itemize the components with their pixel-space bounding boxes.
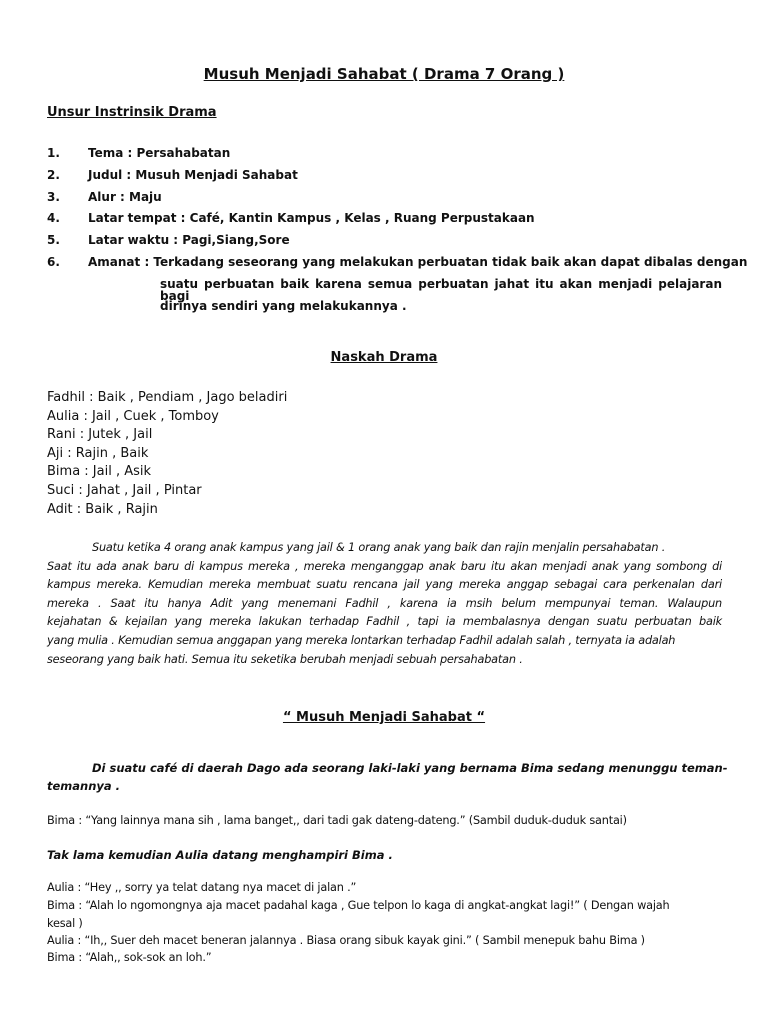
synopsis-line: Saat itu ada anak baru di kampus mereka , mereka menganggap anak baru itu akan menjadi anak yang sombong di xyxy=(47,559,722,573)
list-number: 3. xyxy=(47,190,60,204)
character-entry: Fadhil : Baik , Pendiam , Jago beladiri xyxy=(47,390,288,405)
scene-heading: “ Musuh Menjadi Sahabat “ xyxy=(282,710,486,725)
list-number: 4. xyxy=(47,211,60,225)
list-item-text: Alur : Maju xyxy=(88,190,162,204)
synopsis-line: Suatu ketika 4 orang anak kampus yang jail & 1 orang anak yang baik dan rajin menjalin persahabatan . xyxy=(92,541,666,554)
synopsis-line: mereka . Saat itu hanya Adit yang menemani Fadhil , karena ia msih belum mempunyai teman. Walaupun xyxy=(47,596,722,610)
stage-direction: Di suatu café di daerah Dago ada seorang laki-laki yang bernama Bima sedang menunggu teman- xyxy=(92,761,728,775)
character-entry: Rani : Jutek , Jail xyxy=(47,427,153,443)
list-number: 6. xyxy=(47,255,60,269)
synopsis-line: kampus mereka. Kemudian mereka membuat suatu rencana jail yang mereka anggap sebagai cara perkenalan dari xyxy=(47,578,722,592)
character-entry: Suci : Jahat , Jail , Pintar xyxy=(47,483,202,498)
document-title: Musuh Menjadi Sahabat ( Drama 7 Orang ) xyxy=(203,65,565,83)
synopsis-line: kejahatan & kejailan yang mereka lakukan terhadap Fadhil , tapi ia membalasnya dengan suatu perbuatan baik xyxy=(47,615,722,629)
character-entry: Adit : Baik , Rajin xyxy=(47,501,158,517)
list-number: 1. xyxy=(47,146,60,160)
character-entry: Aji : Rajin , Baik xyxy=(47,445,149,461)
list-item-text: Judul : Musuh Menjadi Sahabat xyxy=(88,168,298,182)
synopsis-line: seseorang yang baik hati. Semua itu seketika berubah menjadi sebuah persahabatan . xyxy=(47,652,523,666)
dialogue-line: Bima : “Alah lo ngomongnya aja macet padahal kaga , Gue telpon lo kaga di angkat-angkat lagi!” ( Dengan wajah xyxy=(47,899,670,912)
character-entry: Aulia : Jail , Cuek , Tomboy xyxy=(47,408,219,424)
naskah-heading: Naskah Drama xyxy=(330,350,438,365)
dialogue-line: kesal ) xyxy=(47,917,83,930)
synopsis-line: yang mulia . Kemudian semua anggapan yang mereka lontarkan terhadap Fadhil adalah salah , ternyata ia adalah xyxy=(47,634,676,647)
unsur-heading: Unsur Instrinsik Drama xyxy=(47,105,217,120)
dialogue-line: Aulia : “Ih,, Suer deh macet beneran jalannya . Biasa orang sibuk kayak gini.” ( Sambil menepuk bahu Bima ) xyxy=(47,934,645,947)
dialogue-line: Aulia : “Hey ,, sorry ya telat datang nya macet di jalan .” xyxy=(47,881,357,894)
list-item-text: Latar tempat : Café, Kantin Kampus , Kelas , Ruang Perpustakaan xyxy=(88,211,535,225)
dialogue-line: Bima : “Alah,, sok-sok an loh.” xyxy=(47,951,212,964)
stage-direction: Tak lama kemudian Aulia datang menghampiri Bima . xyxy=(47,848,393,862)
amanat-continuation: dirinya sendiri yang melakukannya . xyxy=(160,299,407,313)
list-item-text: Latar waktu : Pagi,Siang,Sore xyxy=(88,233,290,247)
amanat-continuation: suatu perbuatan baik karena semua perbuatan jahat itu akan menjadi pelajaran bagi xyxy=(160,277,722,303)
stage-direction: temannya . xyxy=(47,779,121,793)
list-number: 2. xyxy=(47,168,60,182)
character-entry: Bima : Jail , Asik xyxy=(47,464,152,480)
dialogue-line: Bima : “Yang lainnya mana sih , lama banget,, dari tadi gak dateng-dateng.” (Sambil duduk-duduk santai) xyxy=(47,814,627,827)
list-item-text: Amanat : Terkadang seseorang yang melakukan perbuatan tidak baik akan dapat dibalas dengan xyxy=(88,255,748,269)
list-item-text: Tema : Persahabatan xyxy=(88,146,231,160)
list-number: 5. xyxy=(47,233,60,247)
